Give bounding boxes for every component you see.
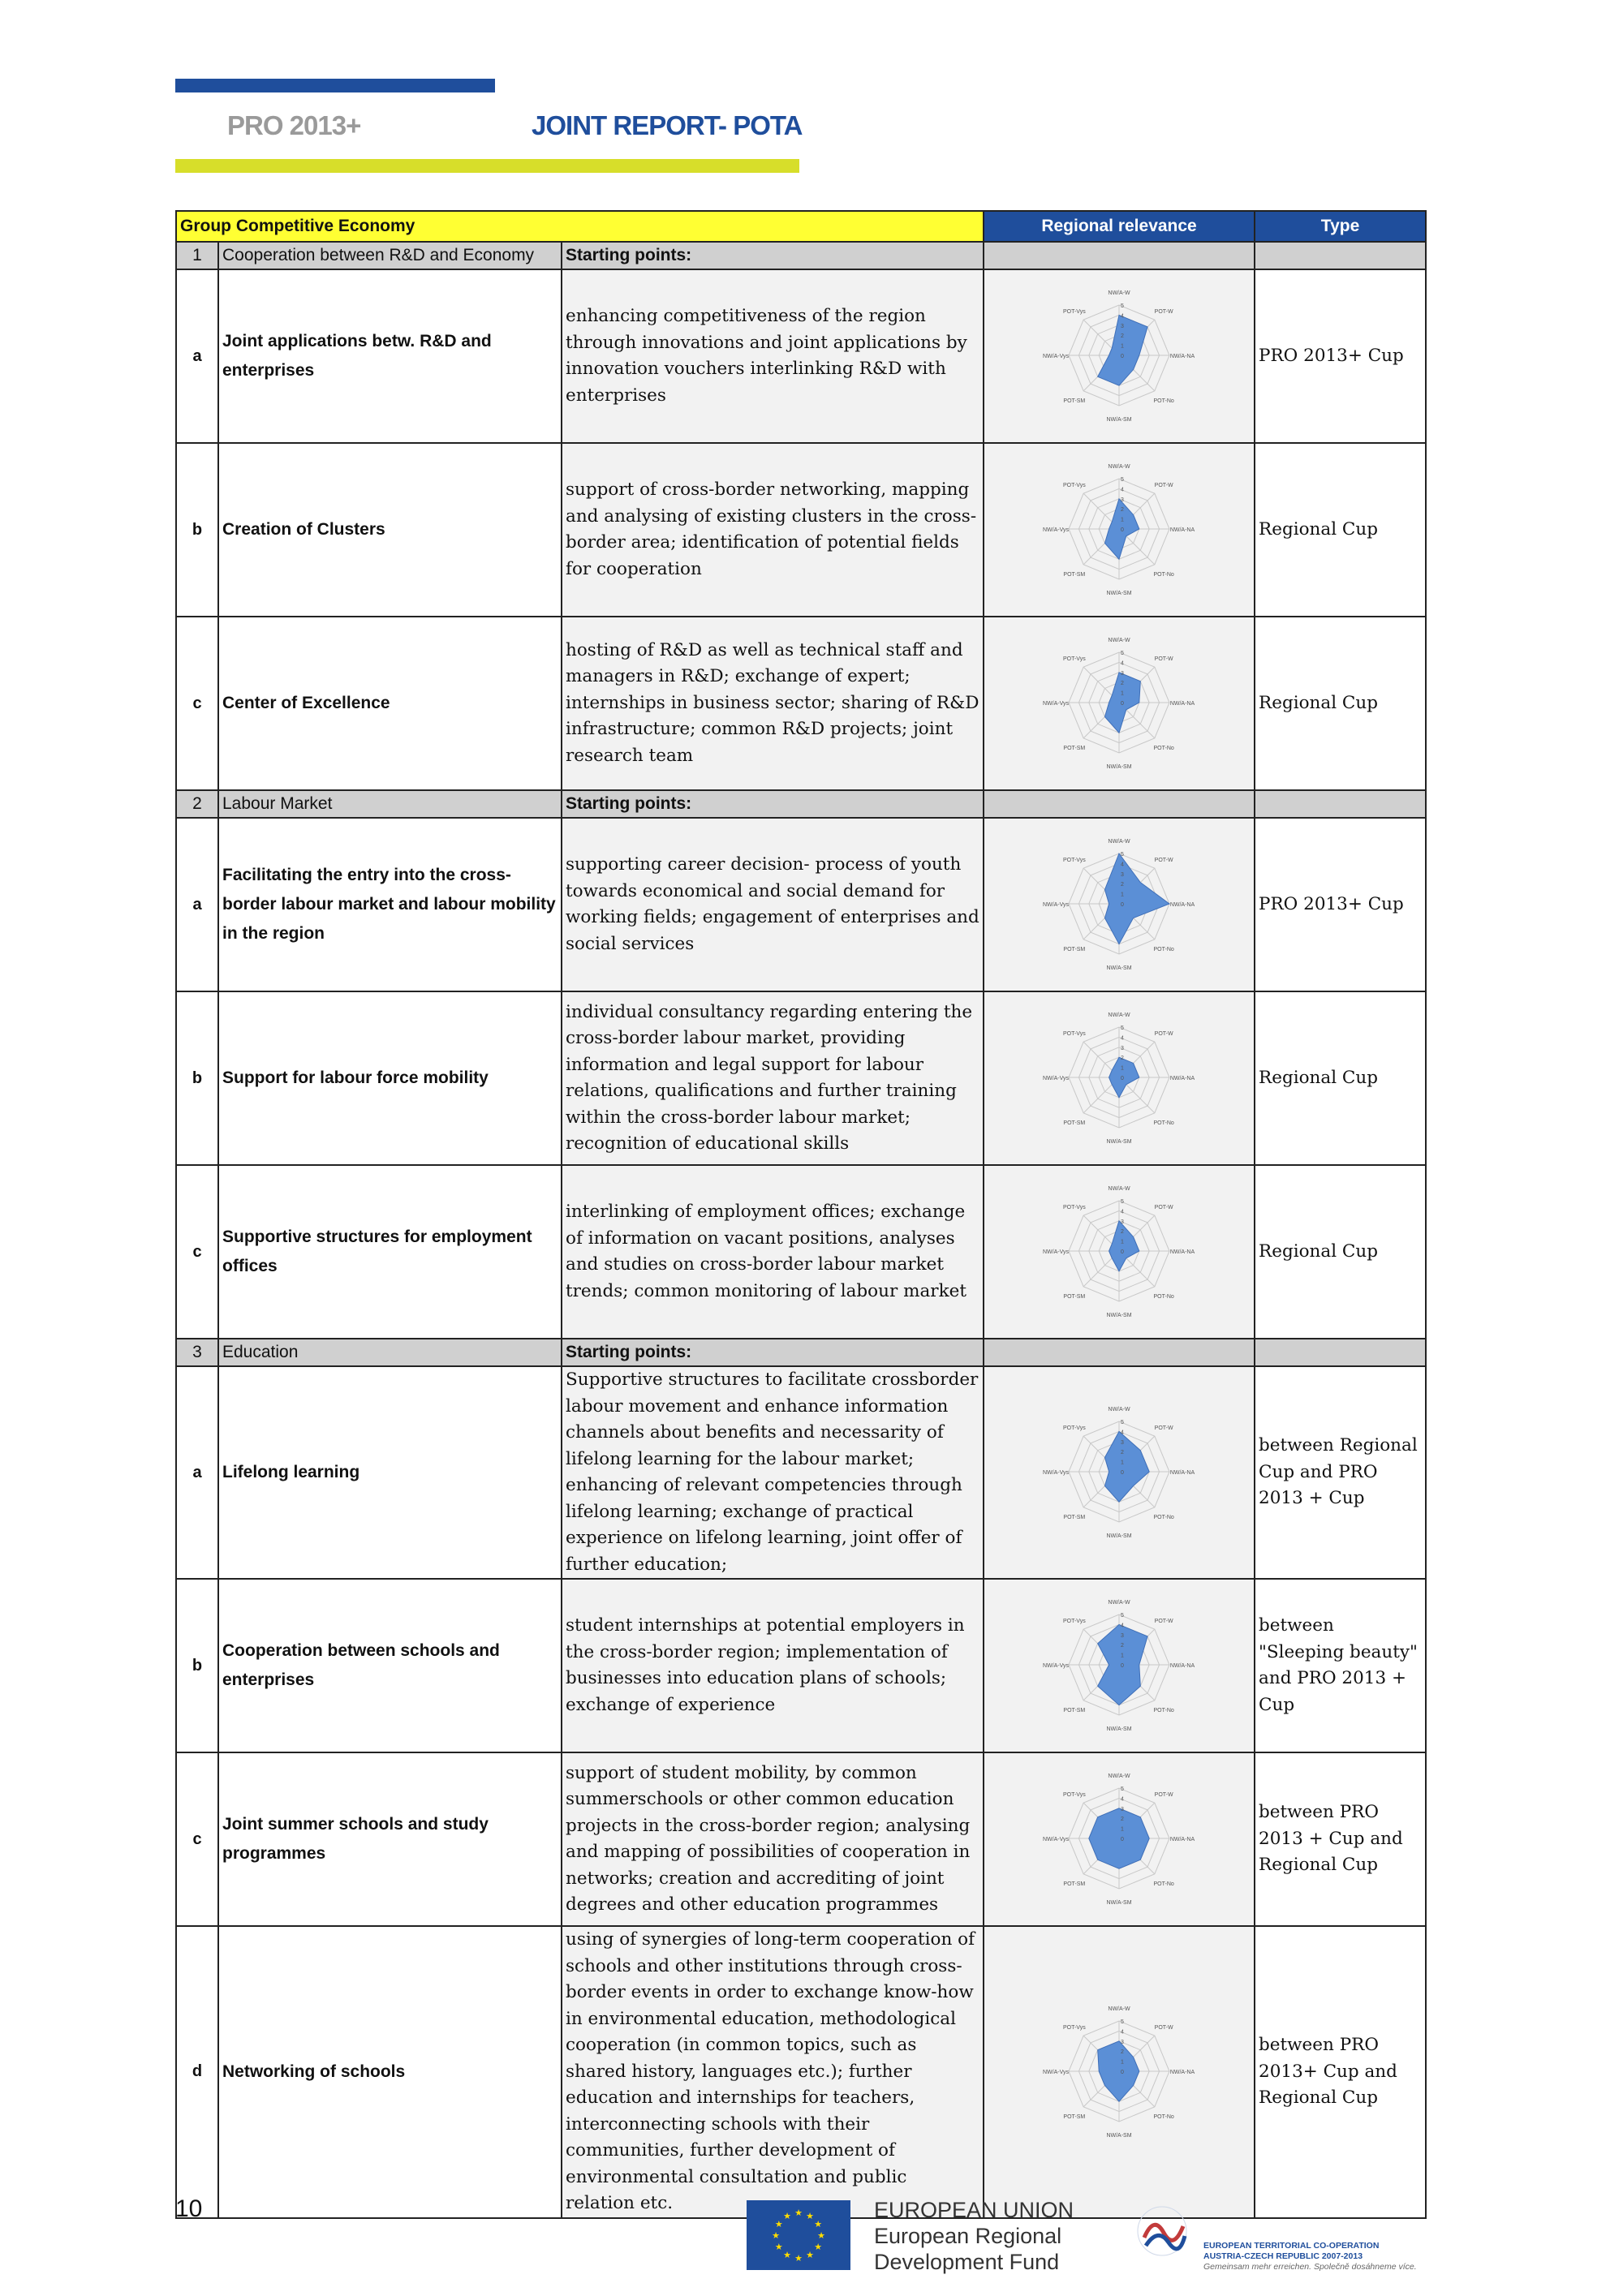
radar-scale-label: 4 bbox=[1121, 862, 1124, 868]
cooperation-seal-logo bbox=[1113, 2182, 1211, 2280]
eu-line-3: Development Fund bbox=[874, 2250, 1060, 2274]
radar-scale-label: 4 bbox=[1121, 660, 1124, 667]
radar-chart bbox=[1043, 1167, 1195, 1337]
radar-scale-label: 3 bbox=[1121, 497, 1124, 503]
item-letter: c bbox=[176, 617, 218, 790]
section-type-cell bbox=[1255, 242, 1426, 269]
header-blue-bar bbox=[175, 79, 495, 92]
radar-axis-label: NW/A-NA bbox=[1169, 2069, 1195, 2075]
item-letter: b bbox=[176, 991, 218, 1165]
radar-scale-label: 1 bbox=[1121, 690, 1124, 697]
radar-scale-label: 2 bbox=[1121, 1450, 1124, 1456]
radar-axis-label: POT-W bbox=[1154, 1030, 1173, 1037]
item-letter: d bbox=[176, 1926, 218, 2218]
regional-relevance-cell bbox=[984, 818, 1255, 991]
radar-scale-label: 4 bbox=[1121, 1430, 1124, 1436]
radar-axis-label: NW/A-SM bbox=[1106, 1533, 1132, 1539]
radar-scale-label: 2 bbox=[1121, 333, 1124, 340]
radar-axis-label: POT-No bbox=[1153, 1881, 1174, 1888]
radar-axis-label: POT-SM bbox=[1063, 2113, 1086, 2120]
item-type: Regional Cup bbox=[1255, 617, 1426, 790]
table-row bbox=[176, 1579, 1426, 1752]
radar-chart bbox=[1043, 1987, 1195, 2157]
table-row bbox=[176, 991, 1426, 1165]
radar-axis-label: NW/A-NA bbox=[1169, 1470, 1195, 1476]
regional-relevance-cell bbox=[984, 617, 1255, 790]
radar-scale-label: 4 bbox=[1121, 1796, 1124, 1803]
radar-axis-label: POT-Vys bbox=[1063, 482, 1086, 488]
header-yellow-bar bbox=[175, 159, 799, 173]
radar-series-area bbox=[1089, 1808, 1149, 1868]
radar-scale-label: 0 bbox=[1121, 701, 1124, 707]
radar-scale-label: 3 bbox=[1121, 871, 1124, 878]
table-row bbox=[176, 1926, 1426, 2218]
radar-scale-label: 4 bbox=[1121, 313, 1124, 320]
radar-scale-label: 5 bbox=[1121, 651, 1124, 656]
regional-relevance-cell bbox=[984, 443, 1255, 617]
radar-scale-label: 0 bbox=[1121, 527, 1124, 533]
radar-axis-label: POT-SM bbox=[1063, 1708, 1086, 1714]
radar-scale-label: 1 bbox=[1121, 517, 1124, 523]
radar-scale-label: 3 bbox=[1121, 1806, 1124, 1812]
radar-axis-label: POT-No bbox=[1153, 1515, 1174, 1521]
radar-scale-label: 0 bbox=[1121, 1837, 1124, 1842]
item-type: between Regional Cup and PRO 2013 + Cup bbox=[1255, 1366, 1426, 1579]
table-row bbox=[176, 1366, 1426, 1579]
radar-axis-label: POT-No bbox=[1153, 2113, 1174, 2120]
item-name: Cooperation between schools and enterprises bbox=[218, 1579, 562, 1752]
radar-axis-label: NW/A-NA bbox=[1169, 354, 1195, 359]
page-number: 10 bbox=[175, 2195, 203, 2222]
item-name: Creation of Clusters bbox=[218, 443, 562, 617]
table-row bbox=[176, 1752, 1426, 1926]
radar-axis-label: NW/A-W bbox=[1108, 1186, 1130, 1192]
item-name: Facilitating the entry into the cross-border labour market and labour mobility in the region bbox=[218, 818, 562, 991]
radar-axis-label: POT-SM bbox=[1063, 1294, 1086, 1301]
radar-scale-label: 3 bbox=[1121, 670, 1124, 677]
radar-scale-label: 0 bbox=[1121, 2069, 1124, 2075]
item-description: individual consultancy regarding entering the cross-border labour market, providing information and legal support for labour relations, qualifications and further training within the cross-border labour market; recognition of educational skills bbox=[562, 991, 984, 1165]
radar-axis-label: NW/A-Vys bbox=[1043, 1837, 1070, 1842]
header-left-title: PRO 2013+ bbox=[227, 110, 361, 140]
section-number: 2 bbox=[176, 790, 218, 818]
section-header-row bbox=[176, 790, 1426, 818]
radar-scale-label: 2 bbox=[1121, 1643, 1124, 1649]
radar-chart bbox=[1043, 1387, 1195, 1558]
eu-star: ★ bbox=[817, 2231, 825, 2241]
item-letter: c bbox=[176, 1752, 218, 1926]
regional-relevance-cell bbox=[984, 1926, 1255, 2218]
ete-line-1: EUROPEAN TERRITORIAL CO-OPERATION bbox=[1203, 2241, 1380, 2251]
radar-axis-label: NW/A-Vys bbox=[1043, 1663, 1070, 1669]
item-description: support of student mobility, by common summerschools or other common education projects in the cross-border region; analysing and mapping of possibilities of cooperation in networks; creation and accrediting of joint degrees and other education programmes bbox=[562, 1752, 984, 1926]
radar-axis-label: POT-No bbox=[1153, 1120, 1174, 1127]
radar-axis-label: NW/A-SM bbox=[1106, 1313, 1132, 1318]
radar-axis-label: POT-No bbox=[1153, 572, 1174, 578]
section-header-row bbox=[176, 1339, 1426, 1366]
eu-flag-icon bbox=[747, 2200, 850, 2270]
radar-chart bbox=[1043, 1754, 1195, 1924]
radar-scale-label: 4 bbox=[1121, 487, 1124, 493]
radar-chart bbox=[1043, 993, 1195, 1163]
radar-axis-label: POT-W bbox=[1154, 1204, 1173, 1210]
radar-scale-label: 3 bbox=[1121, 1045, 1124, 1051]
radar-axis-label: NW/A-W bbox=[1108, 1013, 1130, 1018]
item-description: enhancing competitiveness of the region through innovations and joint applications by innovation vouchers interlinking R&D with enterprises bbox=[562, 269, 984, 443]
starting-points-label: Starting points: bbox=[562, 790, 984, 818]
section-type-cell bbox=[1255, 1339, 1426, 1366]
radar-axis-label: POT-SM bbox=[1063, 398, 1086, 405]
item-description: hosting of R&D as well as technical staff and managers in R&D; exchange of expert; internships in business sector; sharing of R&D infrastructure; common R&D projects; joint research team bbox=[562, 617, 984, 790]
radar-axis-label: POT-W bbox=[1154, 1425, 1173, 1431]
ete-line-3: Gemeinsam mehr erreichen. Společně dosáhneme více. bbox=[1203, 2262, 1417, 2272]
radar-scale-label: 5 bbox=[1121, 852, 1124, 858]
eu-star: ★ bbox=[774, 2220, 783, 2229]
radar-axis-label: POT-Vys bbox=[1063, 1030, 1086, 1037]
radar-axis-label: POT-Vys bbox=[1063, 308, 1086, 315]
radar-scale-label: 1 bbox=[1121, 1065, 1124, 1072]
section-number: 1 bbox=[176, 242, 218, 269]
radar-scale-label: 2 bbox=[1121, 1056, 1124, 1062]
item-letter: b bbox=[176, 443, 218, 617]
ete-line-2: AUSTRIA-CZECH REPUBLIC 2007-2013 bbox=[1203, 2251, 1363, 2261]
radar-scale-label: 5 bbox=[1121, 1199, 1124, 1205]
radar-axis-label: NW/A-NA bbox=[1169, 1249, 1195, 1255]
radar-axis-label: NW/A-SM bbox=[1106, 1726, 1132, 1732]
radar-axis-label: NW/A-SM bbox=[1106, 591, 1132, 596]
radar-axis-label: NW/A-Vys bbox=[1043, 1470, 1070, 1476]
radar-scale-label: 1 bbox=[1121, 1653, 1124, 1659]
radar-axis-label: NW/A-NA bbox=[1169, 1663, 1195, 1669]
radar-chart bbox=[1043, 271, 1195, 441]
radar-axis-label: NW/A-W bbox=[1108, 464, 1130, 470]
item-type: Regional Cup bbox=[1255, 1165, 1426, 1339]
radar-series-area bbox=[1109, 1221, 1139, 1271]
radar-scale-label: 2 bbox=[1121, 681, 1124, 687]
radar-chart bbox=[1043, 819, 1195, 990]
radar-axis-label: POT-SM bbox=[1063, 1120, 1086, 1127]
radar-scale-label: 4 bbox=[1121, 2029, 1124, 2036]
radar-scale-label: 0 bbox=[1121, 1076, 1124, 1081]
radar-axis-label: NW/A-Vys bbox=[1043, 354, 1070, 359]
table-row bbox=[176, 617, 1426, 790]
radar-axis-label: NW/A-SM bbox=[1106, 1900, 1132, 1906]
regional-relevance-cell bbox=[984, 1165, 1255, 1339]
radar-axis-label: POT-SM bbox=[1063, 1881, 1086, 1888]
table-row bbox=[176, 1165, 1426, 1339]
section-relevance-cell bbox=[984, 242, 1255, 269]
radar-axis-label: POT-W bbox=[1154, 1791, 1173, 1798]
item-name: Supportive structures for employment offices bbox=[218, 1165, 562, 1339]
table-row bbox=[176, 443, 1426, 617]
item-letter: c bbox=[176, 1165, 218, 1339]
regional-relevance-cell bbox=[984, 1752, 1255, 1926]
radar-scale-label: 3 bbox=[1121, 1219, 1124, 1225]
radar-scale-label: 1 bbox=[1121, 343, 1124, 350]
radar-axis-label: POT-SM bbox=[1063, 746, 1086, 752]
item-type: between "Sleeping beauty" and PRO 2013 + Cup bbox=[1255, 1579, 1426, 1752]
radar-axis-label: POT-Vys bbox=[1063, 857, 1086, 863]
radar-axis-label: NW/A-W bbox=[1108, 1407, 1130, 1412]
radar-axis-label: POT-No bbox=[1153, 947, 1174, 953]
radar-scale-label: 4 bbox=[1121, 1209, 1124, 1215]
eu-star: ★ bbox=[794, 2254, 803, 2264]
radar-scale-label: 0 bbox=[1121, 354, 1124, 359]
item-name: Networking of schools bbox=[218, 1926, 562, 2218]
radar-scale-label: 1 bbox=[1121, 2059, 1124, 2066]
radar-axis-label: NW/A-NA bbox=[1169, 902, 1195, 908]
radar-scale-label: 2 bbox=[1121, 507, 1124, 514]
header-right-title: JOINT REPORT- POTA bbox=[532, 110, 803, 140]
radar-axis-label: POT-W bbox=[1154, 2024, 1173, 2031]
radar-scale-label: 0 bbox=[1121, 1663, 1124, 1669]
item-type: between PRO 2013 + Cup and Regional Cup bbox=[1255, 1752, 1426, 1926]
radar-axis-label: POT-W bbox=[1154, 656, 1173, 662]
item-description: interlinking of employment offices; exchange of information on vacant positions, analyses and studies on cross-border labour market trends; common monitoring of labour market bbox=[562, 1165, 984, 1339]
radar-series-area bbox=[1098, 2041, 1139, 2101]
item-name: Joint applications betw. R&D and enterprises bbox=[218, 269, 562, 443]
eu-star: ★ bbox=[783, 2211, 791, 2221]
radar-axis-label: NW/A-SM bbox=[1106, 764, 1132, 770]
radar-axis-label: NW/A-W bbox=[1108, 1774, 1130, 1779]
item-type: PRO 2013+ Cup bbox=[1255, 818, 1426, 991]
radar-axis-label: NW/A-Vys bbox=[1043, 902, 1070, 908]
item-type: Regional Cup bbox=[1255, 991, 1426, 1165]
radar-axis-label: NW/A-W bbox=[1108, 2006, 1130, 2012]
radar-scale-label: 5 bbox=[1121, 1786, 1124, 1792]
starting-points-label: Starting points: bbox=[562, 242, 984, 269]
radar-scale-label: 5 bbox=[1121, 1613, 1124, 1619]
item-description: Supportive structures to facilitate crossborder labour movement and enhance information channels about benefits and necessarity of lifelong learning for the labour market; enhancing of relevant competencies through lifelong learning; exchange of practical experience on lifelong learning, joint offer of further education; bbox=[562, 1366, 984, 1579]
radar-axis-label: NW/A-NA bbox=[1169, 527, 1195, 533]
eu-star: ★ bbox=[814, 2242, 823, 2252]
radar-axis-label: NW/A-SM bbox=[1106, 965, 1132, 971]
radar-scale-label: 0 bbox=[1121, 1249, 1124, 1255]
item-type: Regional Cup bbox=[1255, 443, 1426, 617]
section-title: Cooperation between R&D and Economy bbox=[218, 242, 562, 269]
ete-programme-text bbox=[1203, 2241, 1417, 2272]
section-relevance-cell bbox=[984, 1339, 1255, 1366]
radar-axis-label: NW/A-SM bbox=[1106, 1139, 1132, 1145]
item-name: Joint summer schools and study programmes bbox=[218, 1752, 562, 1926]
section-title: Labour Market bbox=[218, 790, 562, 818]
table-row bbox=[176, 269, 1426, 443]
radar-axis-label: POT-No bbox=[1153, 398, 1174, 405]
radar-scale-label: 1 bbox=[1121, 1239, 1124, 1245]
radar-axis-label: NW/A-NA bbox=[1169, 701, 1195, 707]
regional-relevance-cell bbox=[984, 1366, 1255, 1579]
radar-scale-label: 5 bbox=[1121, 2019, 1124, 2025]
eu-star: ★ bbox=[783, 2251, 791, 2261]
radar-series-area bbox=[1104, 853, 1169, 944]
radar-scale-label: 3 bbox=[1121, 2039, 1124, 2045]
section-relevance-cell bbox=[984, 790, 1255, 818]
radar-axis-label: POT-No bbox=[1153, 1294, 1174, 1301]
radar-scale-label: 5 bbox=[1121, 477, 1124, 483]
eu-star: ★ bbox=[772, 2231, 780, 2241]
regional-relevance-cell bbox=[984, 269, 1255, 443]
eu-star: ★ bbox=[806, 2211, 814, 2221]
section-type-cell bbox=[1255, 790, 1426, 818]
col-header-type: Type bbox=[1255, 211, 1426, 242]
item-description: student internships at potential employers in the cross-border region; implementation of businesses into education plans of schools; exchange of experience bbox=[562, 1579, 984, 1752]
radar-axis-label: POT-SM bbox=[1063, 947, 1086, 953]
section-title: Education bbox=[218, 1339, 562, 1366]
radar-axis-label: POT-SM bbox=[1063, 572, 1086, 578]
radar-scale-label: 3 bbox=[1121, 1632, 1124, 1639]
radar-axis-label: POT-W bbox=[1154, 308, 1173, 315]
radar-chart bbox=[1043, 1580, 1195, 1751]
eu-star: ★ bbox=[814, 2220, 823, 2229]
radar-scale-label: 2 bbox=[1121, 1817, 1124, 1823]
radar-axis-label: NW/A-Vys bbox=[1043, 701, 1070, 707]
radar-series-area bbox=[1109, 1057, 1139, 1098]
radar-scale-label: 5 bbox=[1121, 1420, 1124, 1425]
section-number: 3 bbox=[176, 1339, 218, 1366]
radar-scale-label: 5 bbox=[1121, 1025, 1124, 1031]
radar-scale-label: 4 bbox=[1121, 1035, 1124, 1042]
radar-axis-label: POT-W bbox=[1154, 857, 1173, 863]
radar-scale-label: 1 bbox=[1121, 1460, 1124, 1466]
radar-axis-label: POT-Vys bbox=[1063, 1791, 1086, 1798]
radar-axis-label: POT-Vys bbox=[1063, 1425, 1086, 1431]
radar-axis-label: POT-Vys bbox=[1063, 2024, 1086, 2031]
radar-axis-label: NW/A-W bbox=[1108, 290, 1130, 296]
competitive-economy-table bbox=[175, 210, 1427, 2219]
radar-axis-label: NW/A-Vys bbox=[1043, 2069, 1070, 2075]
group-title: Group Competitive Economy bbox=[176, 211, 984, 242]
radar-scale-label: 1 bbox=[1121, 1826, 1124, 1833]
radar-axis-label: NW/A-Vys bbox=[1043, 1076, 1070, 1081]
item-letter: a bbox=[176, 1366, 218, 1579]
item-type: PRO 2013+ Cup bbox=[1255, 269, 1426, 443]
item-letter: a bbox=[176, 818, 218, 991]
radar-axis-label: NW/A-W bbox=[1108, 1600, 1130, 1606]
radar-scale-label: 0 bbox=[1121, 902, 1124, 908]
item-name: Center of Excellence bbox=[218, 617, 562, 790]
radar-scale-label: 0 bbox=[1121, 1470, 1124, 1476]
radar-chart bbox=[1043, 445, 1195, 615]
item-name: Support for labour force mobility bbox=[218, 991, 562, 1165]
item-description: using of synergies of long-term cooperation of schools and other institutions through cross-border events in order to exchange know-how in environmental education, methodological cooperation (in common topics, such as shared history, languages etc.); further education and internships for teachers, interconnecting schools with their communities, further development of environmental consultation and public relation etc. bbox=[562, 1926, 984, 2218]
radar-scale-label: 5 bbox=[1121, 303, 1124, 309]
radar-axis-label: NW/A-NA bbox=[1169, 1076, 1195, 1081]
item-description: supporting career decision- process of youth towards economical and social demand for working fields; engagement of enterprises and social services bbox=[562, 818, 984, 991]
radar-axis-label: NW/A-NA bbox=[1169, 1837, 1195, 1842]
regional-relevance-cell bbox=[984, 1579, 1255, 1752]
radar-axis-label: POT-Vys bbox=[1063, 1204, 1086, 1210]
radar-axis-label: NW/A-SM bbox=[1106, 2132, 1132, 2139]
item-description: support of cross-border networking, mapping and analysing of existing clusters in the cross-border area; identification of potential fields for cooperation bbox=[562, 443, 984, 617]
eu-line-2: European Regional bbox=[874, 2224, 1062, 2248]
col-header-regional-relevance: Regional relevance bbox=[984, 211, 1255, 242]
radar-axis-label: NW/A-W bbox=[1108, 839, 1130, 845]
item-letter: a bbox=[176, 269, 218, 443]
eu-line-1: EUROPEAN UNION bbox=[874, 2198, 1074, 2222]
radar-axis-label: NW/A-Vys bbox=[1043, 1249, 1070, 1255]
radar-scale-label: 3 bbox=[1121, 1439, 1124, 1446]
radar-axis-label: POT-No bbox=[1153, 746, 1174, 752]
table-row bbox=[176, 818, 1426, 991]
section-header-row bbox=[176, 242, 1426, 269]
radar-axis-label: POT-W bbox=[1154, 482, 1173, 488]
radar-scale-label: 2 bbox=[1121, 2049, 1124, 2055]
radar-axis-label: NW/A-Vys bbox=[1043, 527, 1070, 533]
radar-axis-label: POT-No bbox=[1153, 1708, 1174, 1714]
radar-axis-label: POT-SM bbox=[1063, 1515, 1086, 1521]
eu-star: ★ bbox=[806, 2251, 814, 2261]
radar-axis-label: POT-Vys bbox=[1063, 656, 1086, 662]
radar-scale-label: 2 bbox=[1121, 1229, 1124, 1236]
radar-scale-label: 2 bbox=[1121, 882, 1124, 888]
item-letter: b bbox=[176, 1579, 218, 1752]
item-type: between PRO 2013+ Cup and Regional Cup bbox=[1255, 1926, 1426, 2218]
radar-series-area bbox=[1104, 1431, 1149, 1502]
eu-star: ★ bbox=[794, 2208, 803, 2218]
radar-axis-label: NW/A-W bbox=[1108, 638, 1130, 643]
eu-fund-text bbox=[874, 2197, 1074, 2275]
radar-scale-label: 3 bbox=[1121, 323, 1124, 329]
radar-axis-label: NW/A-SM bbox=[1106, 417, 1132, 423]
radar-scale-label: 4 bbox=[1121, 1623, 1124, 1629]
radar-axis-label: POT-Vys bbox=[1063, 1618, 1086, 1624]
radar-scale-label: 1 bbox=[1121, 892, 1124, 898]
regional-relevance-cell bbox=[984, 991, 1255, 1165]
eu-star: ★ bbox=[774, 2242, 783, 2252]
item-name: Lifelong learning bbox=[218, 1366, 562, 1579]
starting-points-label: Starting points: bbox=[562, 1339, 984, 1366]
radar-chart bbox=[1043, 618, 1195, 789]
radar-axis-label: POT-W bbox=[1154, 1618, 1173, 1624]
